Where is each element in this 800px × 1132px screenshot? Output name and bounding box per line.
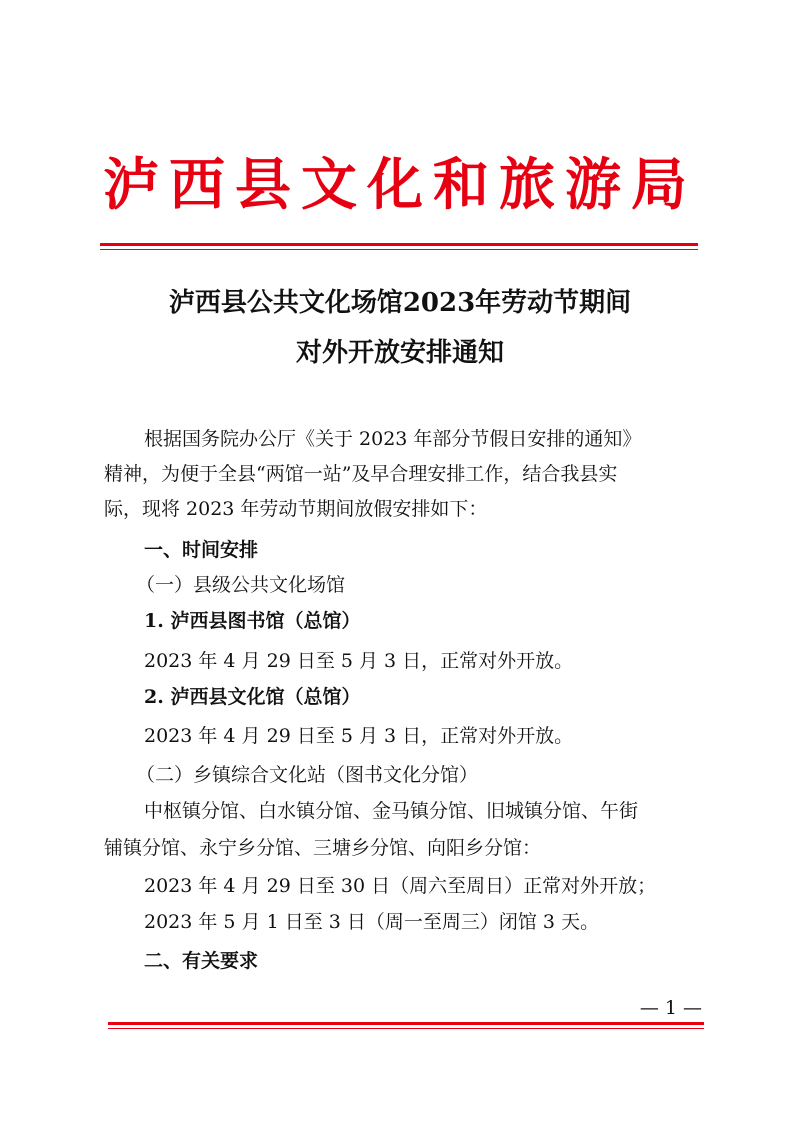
subsection-heading-township-stations: （二）乡镇综合文化站（图书文化分馆）	[136, 764, 479, 786]
item-culture-center-schedule: 2023 年 4 月 29 日至 5 月 3 日，正常对外开放。	[144, 725, 574, 747]
section-heading-schedule: 一、时间安排	[144, 539, 259, 561]
section-heading-requirements: 二、有关要求	[144, 950, 259, 972]
page-number: — 1 —	[639, 997, 702, 1019]
item-library-schedule: 2023 年 4 月 29 日至 5 月 3 日，正常对外开放。	[144, 650, 574, 672]
branches-list-line-1: 中枢镇分馆、白水镇分馆、金马镇分馆、旧城镇分馆、午街	[144, 800, 639, 822]
letterhead-org-name: 泸西县文化和旅游局	[103, 152, 697, 218]
document-title-line-2: 对外开放安排通知	[295, 338, 504, 368]
letterhead-red-rule-thin	[100, 249, 698, 250]
subsection-heading-county-venues: （一）县级公共文化场馆	[136, 574, 346, 596]
document-title-line-1: 泸西县公共文化场馆2023年劳动节期间	[168, 288, 632, 318]
footer-red-rule	[108, 1022, 704, 1025]
intro-paragraph-line-3: 际，现将 2023 年劳动节期间放假安排如下：	[104, 498, 488, 520]
branches-open-schedule: 2023 年 4 月 29 日至 30 日（周六至周日）正常对外开放；	[144, 875, 657, 897]
intro-paragraph-line-1: 根据国务院办公厅《关于 2023 年部分节假日安排的通知》	[144, 428, 642, 450]
intro-paragraph-line-2: 精神，为便于全县“两馆一站”及早合理安排工作，结合我县实	[104, 463, 618, 485]
footer-red-rule-thin	[108, 1028, 704, 1029]
item-culture-center-title: 2. 泸西县文化馆（总馆）	[144, 686, 361, 708]
letterhead-red-rule	[100, 243, 698, 246]
branches-list-line-2: 铺镇分馆、永宁乡分馆、三塘乡分馆、向阳乡分馆：	[104, 837, 542, 859]
branches-closed-schedule: 2023 年 5 月 1 日至 3 日（周一至周三）闭馆 3 天。	[144, 911, 600, 933]
item-library-title: 1. 泸西县图书馆（总馆）	[144, 610, 361, 632]
